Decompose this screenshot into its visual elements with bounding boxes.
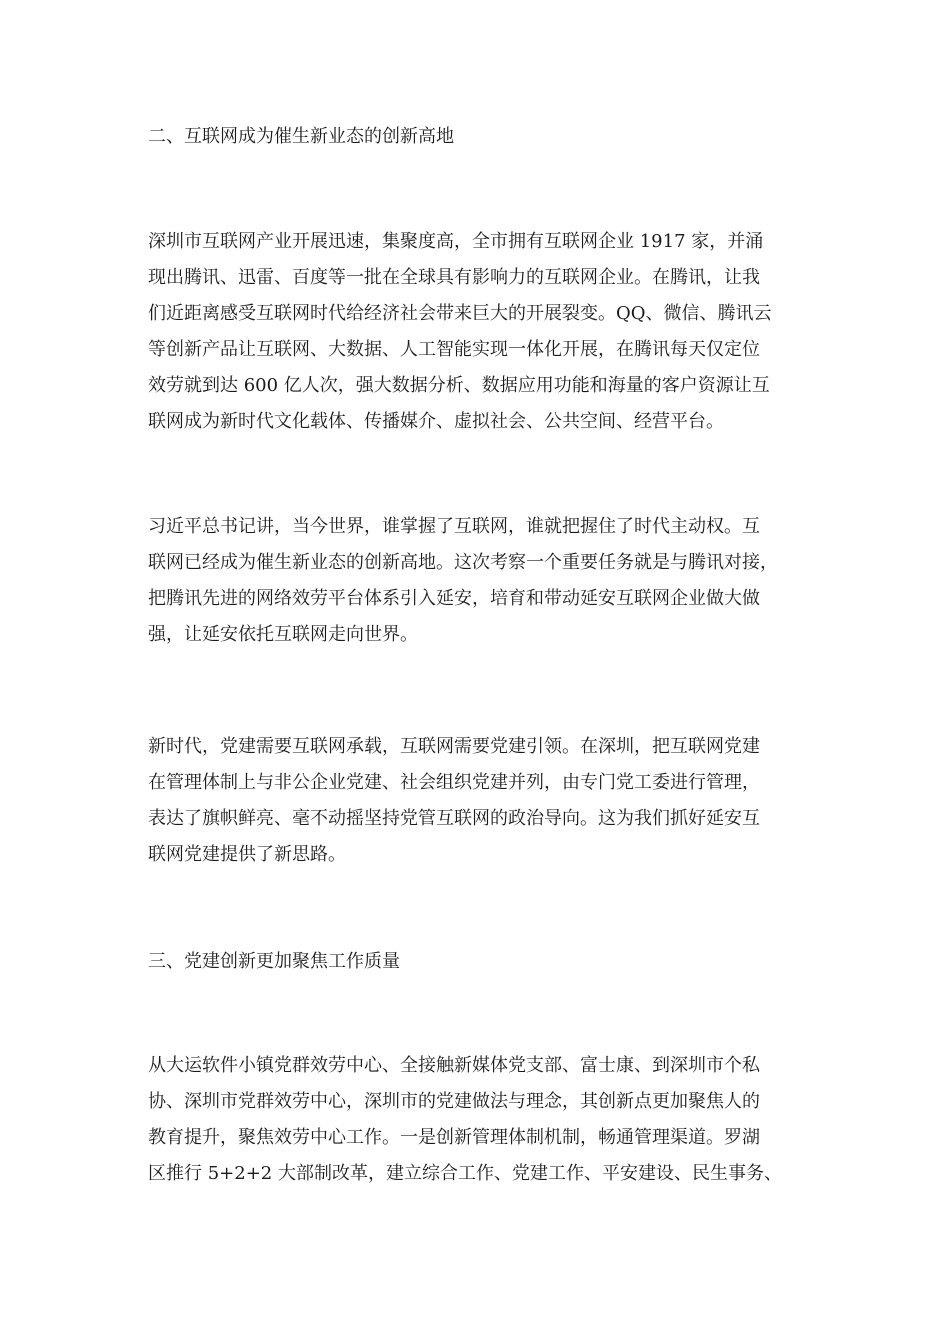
- text-line: 把腾讯先进的网络效劳平台体系引入延安，培育和带动延安互联网企业做大做: [148, 588, 760, 609]
- paragraph-shenzhen-internet: [148, 224, 808, 440]
- paragraph-party-building: [148, 729, 808, 873]
- text-line: 习近平总书记讲，当今世界，谁掌握了互联网，谁就把握住了时代主动权。互: [148, 516, 760, 537]
- section-heading-3: 三、党建创新更加聚焦工作质量: [148, 951, 400, 972]
- text-line: 协、深圳市党群效劳中心，深圳市的党建做法与理念，其创新点更加聚焦人的: [148, 1091, 760, 1112]
- text-line: 效劳就到达 600 亿人次，强大数据分析、数据应用功能和海量的客户资源让互: [148, 375, 770, 396]
- text-line: 联网成为新时代文化载体、传播媒介、虚拟社会、公共空间、经营平台。: [148, 411, 724, 432]
- text-line: 们近距离感受互联网时代给经济社会带来巨大的开展裂变。QQ、微信、腾讯云: [148, 303, 772, 324]
- text-line: 联网党建提供了新思路。: [148, 844, 346, 865]
- text-line: 强，让延安依托互联网走向世界。: [148, 624, 418, 645]
- text-line: 现出腾讯、迅雷、百度等一批在全球具有影响力的互联网企业。在腾讯，让我: [148, 267, 760, 288]
- text-line: 教育提升，聚焦效劳中心工作。一是创新管理体制机制，畅通管理渠道。罗湖: [148, 1127, 760, 1148]
- text-line: 联网已经成为催生新业态的创新高地。这次考察一个重要任务就是与腾讯对接，: [148, 552, 778, 573]
- paragraph-innovation: [148, 1048, 808, 1192]
- text-line: 深圳市互联网产业开展迅速，集聚度高，全市拥有互联网企业 1917 家，并涌: [148, 231, 764, 252]
- section-heading-2: 二、互联网成为催生新业态的创新高地: [148, 126, 454, 147]
- text-line: 从大运软件小镇党群效劳中心、全接触新媒体党支部、富士康、到深圳市个私: [148, 1055, 760, 1076]
- text-line: 表达了旗帜鲜亮、毫不动摇坚持党管互联网的政治导向。这为我们抓好延安互: [148, 808, 760, 829]
- text-line: 在管理体制上与非公企业党建、社会组织党建并列，由专门党工委进行管理，: [148, 772, 760, 793]
- paragraph-xi-speech: [148, 509, 808, 653]
- text-line: 等创新产品让互联网、大数据、人工智能实现一体化开展，在腾讯每天仅定位: [148, 339, 760, 360]
- text-line: 区推行 5+2+2 大部制改革，建立综合工作、党建工作、平安建设、民生事务、: [148, 1163, 782, 1184]
- text-line: 新时代，党建需要互联网承载，互联网需要党建引领。在深圳，把互联网党建: [148, 736, 760, 757]
